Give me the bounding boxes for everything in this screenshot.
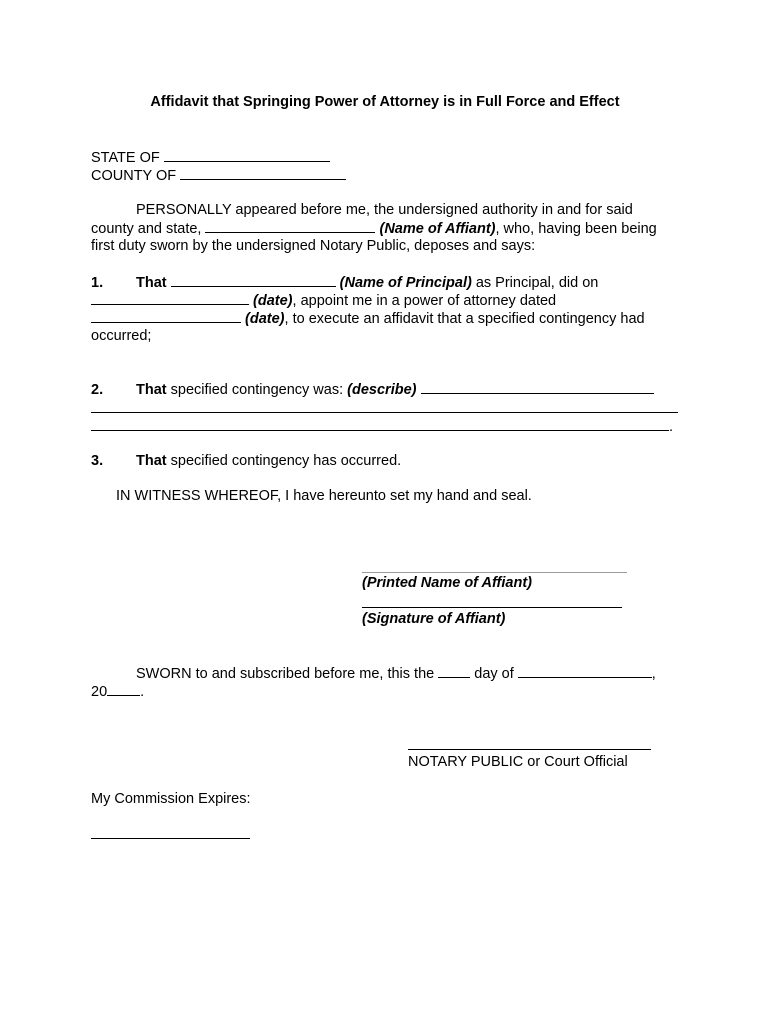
item-1-line-3	[91, 309, 645, 328]
describe-period: .	[669, 419, 674, 435]
appoint-date-blank[interactable]	[91, 291, 249, 305]
name-of-affiant-label: (Name of Affiant)	[379, 221, 496, 237]
sworn-line-2	[91, 682, 144, 701]
printed-name-line[interactable]	[362, 572, 627, 573]
county-label: COUNTY OF	[91, 168, 177, 184]
sworn-text: SWORN to and subscribed before me, this the	[136, 666, 435, 682]
intro-line-2	[91, 219, 657, 238]
year-suffix: .	[140, 684, 145, 700]
county-blank[interactable]	[180, 166, 346, 180]
principal-text: as Principal, did on	[475, 275, 599, 291]
county-line	[91, 166, 346, 185]
intro-line-1: PERSONALLY appeared before me, the undersigned authority in and for said	[136, 202, 633, 218]
signature-label: (Signature of Affiant)	[362, 611, 506, 627]
item-3-that: That	[136, 453, 167, 469]
document-title: Affidavit that Springing Power of Attorney is in Full Force and Effect	[150, 94, 620, 110]
date-label-1: (date)	[253, 293, 293, 309]
intro-line-2-end: , who, having been being	[495, 221, 657, 237]
item-1-number: 1.	[91, 275, 104, 291]
affiant-name-blank[interactable]	[205, 219, 375, 233]
appoint-text: , appoint me in a power of attorney dated	[292, 293, 557, 309]
witness-statement: IN WITNESS WHEREOF, I have hereunto set my hand and seal.	[116, 488, 532, 504]
sworn-day-of: day of	[474, 666, 514, 682]
item-1-line-2	[91, 291, 556, 310]
year-prefix: 20	[91, 684, 108, 700]
item-3-text: specified contingency has occurred.	[170, 453, 402, 469]
name-of-principal-label: (Name of Principal)	[339, 275, 472, 291]
intro-line-3: first duty sworn by the undersigned Notary Public, deposes and says:	[91, 238, 536, 254]
item-2-text: specified contingency was:	[170, 382, 344, 398]
item-1-line-1	[91, 273, 598, 292]
item-2-that: That	[136, 382, 167, 398]
state-line	[91, 148, 330, 167]
intro-county-state: county and state,	[91, 221, 202, 237]
date-label-2: (date)	[245, 311, 285, 327]
item-1-occurred: occurred;	[91, 328, 152, 344]
describe-blank-1[interactable]	[421, 380, 654, 394]
item-3-number: 3.	[91, 453, 104, 469]
poa-date-blank[interactable]	[91, 309, 241, 323]
notary-label: NOTARY PUBLIC or Court Official	[408, 754, 628, 770]
signature-line[interactable]	[362, 607, 622, 608]
commission-expires-line[interactable]	[91, 838, 250, 839]
state-blank[interactable]	[164, 148, 330, 162]
notary-signature-line[interactable]	[408, 749, 651, 750]
sworn-month-blank[interactable]	[518, 664, 652, 678]
state-label: STATE OF	[91, 150, 160, 166]
execute-text: , to execute an affidavit that a specified contingency had	[284, 311, 645, 327]
sworn-line-1	[136, 664, 656, 683]
describe-blank-3[interactable]	[91, 430, 669, 431]
printed-name-label: (Printed Name of Affiant)	[362, 575, 532, 591]
describe-label: (describe)	[347, 382, 417, 398]
principal-name-blank[interactable]	[171, 273, 336, 287]
commission-label: My Commission Expires:	[91, 791, 251, 807]
sworn-comma: ,	[651, 666, 656, 682]
item-1-that: That	[136, 275, 167, 291]
item-3-line	[91, 452, 401, 470]
item-2-number: 2.	[91, 382, 104, 398]
describe-blank-2[interactable]	[91, 412, 678, 413]
sworn-year-blank[interactable]	[107, 682, 140, 696]
sworn-day-blank[interactable]	[438, 664, 470, 678]
item-2-line-1	[91, 380, 654, 399]
